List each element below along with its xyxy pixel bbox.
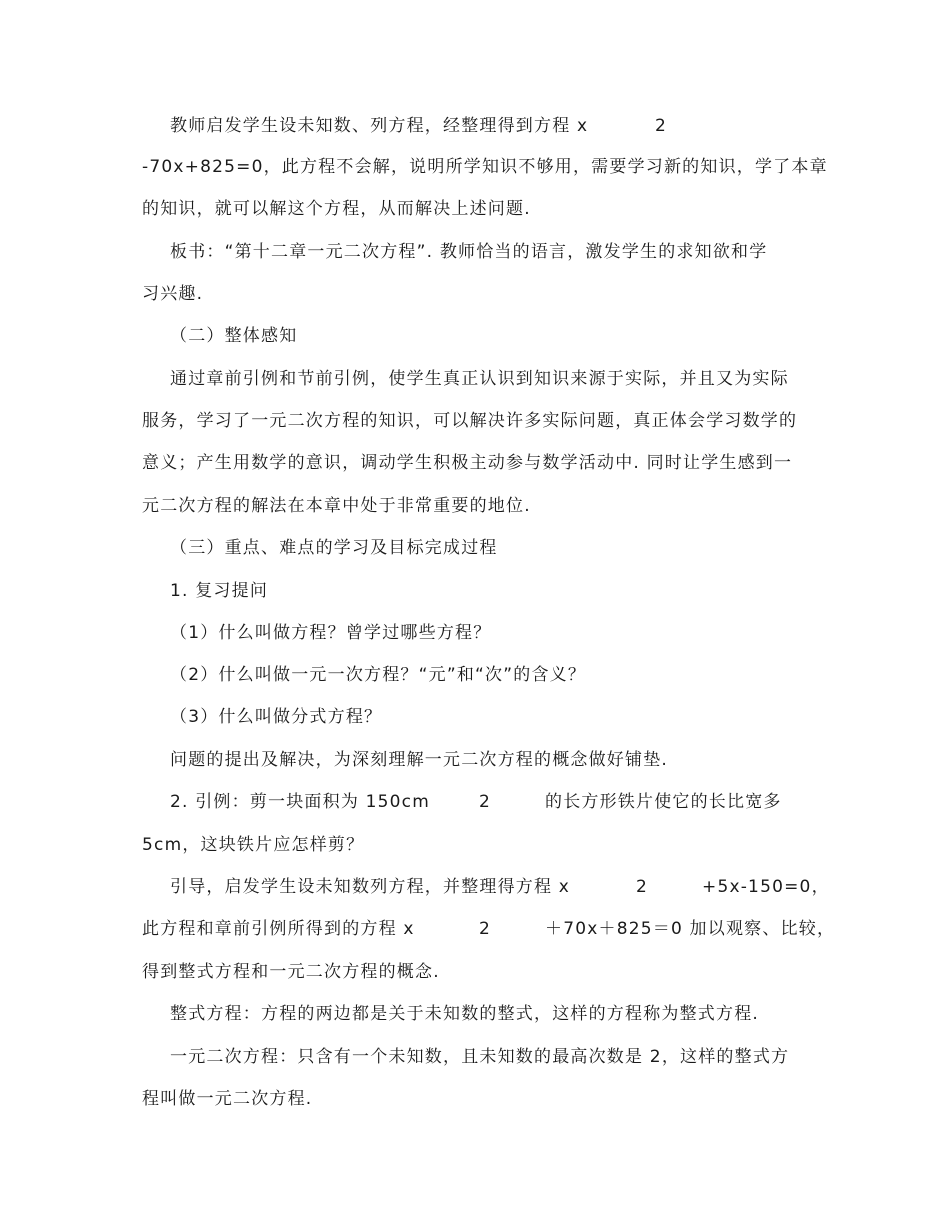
text-segment: 2. 引例：剪一块面积为 150cm — [170, 792, 430, 812]
section-heading: （三）重点、难点的学习及目标完成过程 — [170, 538, 498, 558]
paragraph-line: 程叫做一元二次方程. — [142, 1089, 313, 1109]
paragraph-line: 的知识，就可以解这个方程，从而解决上述问题. — [142, 199, 531, 219]
subsection-heading: 1. 复习提问 — [170, 581, 269, 601]
text-segment: 此方程和章前引例所得到的方程 x — [142, 919, 415, 939]
paragraph-line: 5cm，这块铁片应怎样剪？ — [142, 835, 365, 855]
exponent-text: 2 — [479, 792, 492, 812]
paragraph-line: 意义；产生用数学的意识，调动学生积极主动参与数学活动中. 同时让学生感到一 — [142, 453, 793, 473]
paragraph-line: 板书：“第十二章一元二次方程”. 教师恰当的语言，激发学生的求知欲和学 — [170, 242, 768, 262]
exponent-text: 2 — [479, 919, 492, 939]
text-segment: 教师启发学生设未知数、列方程，经整理得到方程 x — [170, 116, 589, 136]
list-item: （2）什么叫做一元一次方程？“元”和“次”的含义？ — [170, 665, 587, 685]
exponent-text: 2 — [636, 877, 649, 897]
paragraph-line: 习兴趣. — [142, 284, 204, 304]
text-segment: ＋70x＋825＝0 加以观察、比较， — [545, 919, 836, 939]
definition-line: 一元二次方程：只含有一个未知数，且未知数的最高次数是 2，这样的整式方 — [170, 1047, 790, 1067]
exponent-text: 2 — [655, 116, 668, 136]
text-segment: 的长方形铁片使它的长比宽多 — [545, 792, 782, 812]
paragraph-line: 元二次方程的解法在本章中处于非常重要的地位. — [142, 496, 531, 516]
paragraph-line: -70x+825=0，此方程不会解，说明所学知识不够用，需要学习新的知识，学了本章 — [142, 157, 828, 177]
paragraph-line: 服务，学习了一元二次方程的知识，可以解决许多实际问题，真正体会学习数学的 — [142, 411, 798, 431]
text-segment: 引导，启发学生设未知数列方程，并整理得方程 x — [170, 877, 571, 897]
paragraph-line: 得到整式方程和一元二次方程的概念. — [142, 962, 440, 982]
list-item: （3）什么叫做分式方程？ — [170, 707, 383, 727]
section-heading: （二）整体感知 — [170, 326, 298, 346]
text-segment: +5x-150=0， — [702, 877, 830, 897]
definition-line: 整式方程：方程的两边都是关于未知数的整式，这样的方程称为整式方程. — [170, 1004, 760, 1024]
paragraph-line: 问题的提出及解决，为深刻理解一元二次方程的概念做好铺垫. — [170, 750, 669, 770]
list-item: （1）什么叫做方程？曾学过哪些方程？ — [170, 623, 492, 643]
paragraph-line: 通过章前引例和节前引例，使学生真正认识到知识来源于实际，并且又为实际 — [170, 369, 789, 389]
